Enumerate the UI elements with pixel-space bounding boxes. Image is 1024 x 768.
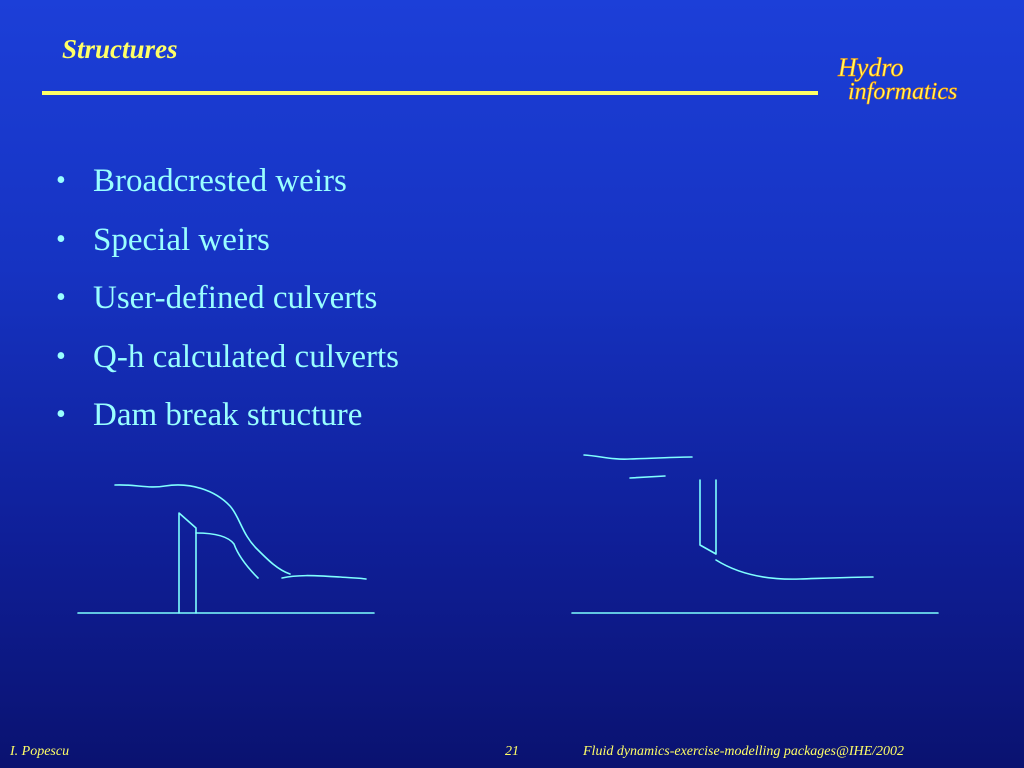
footer-page-number: 21 (505, 744, 519, 759)
bullet-dot: • (56, 282, 66, 313)
water-level-marker (630, 476, 665, 478)
bullet-text: Dam break structure (93, 397, 363, 433)
slide-title: Structures (62, 34, 178, 64)
upstream-water-surface (115, 485, 290, 574)
bullet-dot: • (56, 223, 66, 255)
bullet-text: Broadcrested weirs (93, 163, 347, 199)
footer-course: Fluid dynamics-exercise-modelling packages@IHE/2002 (583, 744, 905, 759)
bullet-text: Special weirs (93, 221, 270, 258)
gate-flow-sketch (572, 455, 938, 613)
bullet-text: User-defined culverts (93, 280, 378, 316)
downstream-water-surface (282, 576, 366, 579)
weir-body (179, 513, 196, 613)
upstream-water-surface (584, 455, 692, 459)
bullet-dot: • (56, 165, 66, 196)
weir-flow-sketch (78, 485, 374, 613)
bullet-text: Q-h calculated culverts (93, 338, 400, 375)
bullet-dot: • (56, 340, 66, 372)
logo-word-1: Hydro (838, 53, 904, 82)
footer-author: I. Popescu (10, 744, 70, 759)
sluice-gate (700, 480, 716, 554)
bullet-dot: • (56, 399, 66, 430)
downstream-water-surface (716, 560, 873, 579)
logo-word-2: informatics (848, 79, 958, 105)
